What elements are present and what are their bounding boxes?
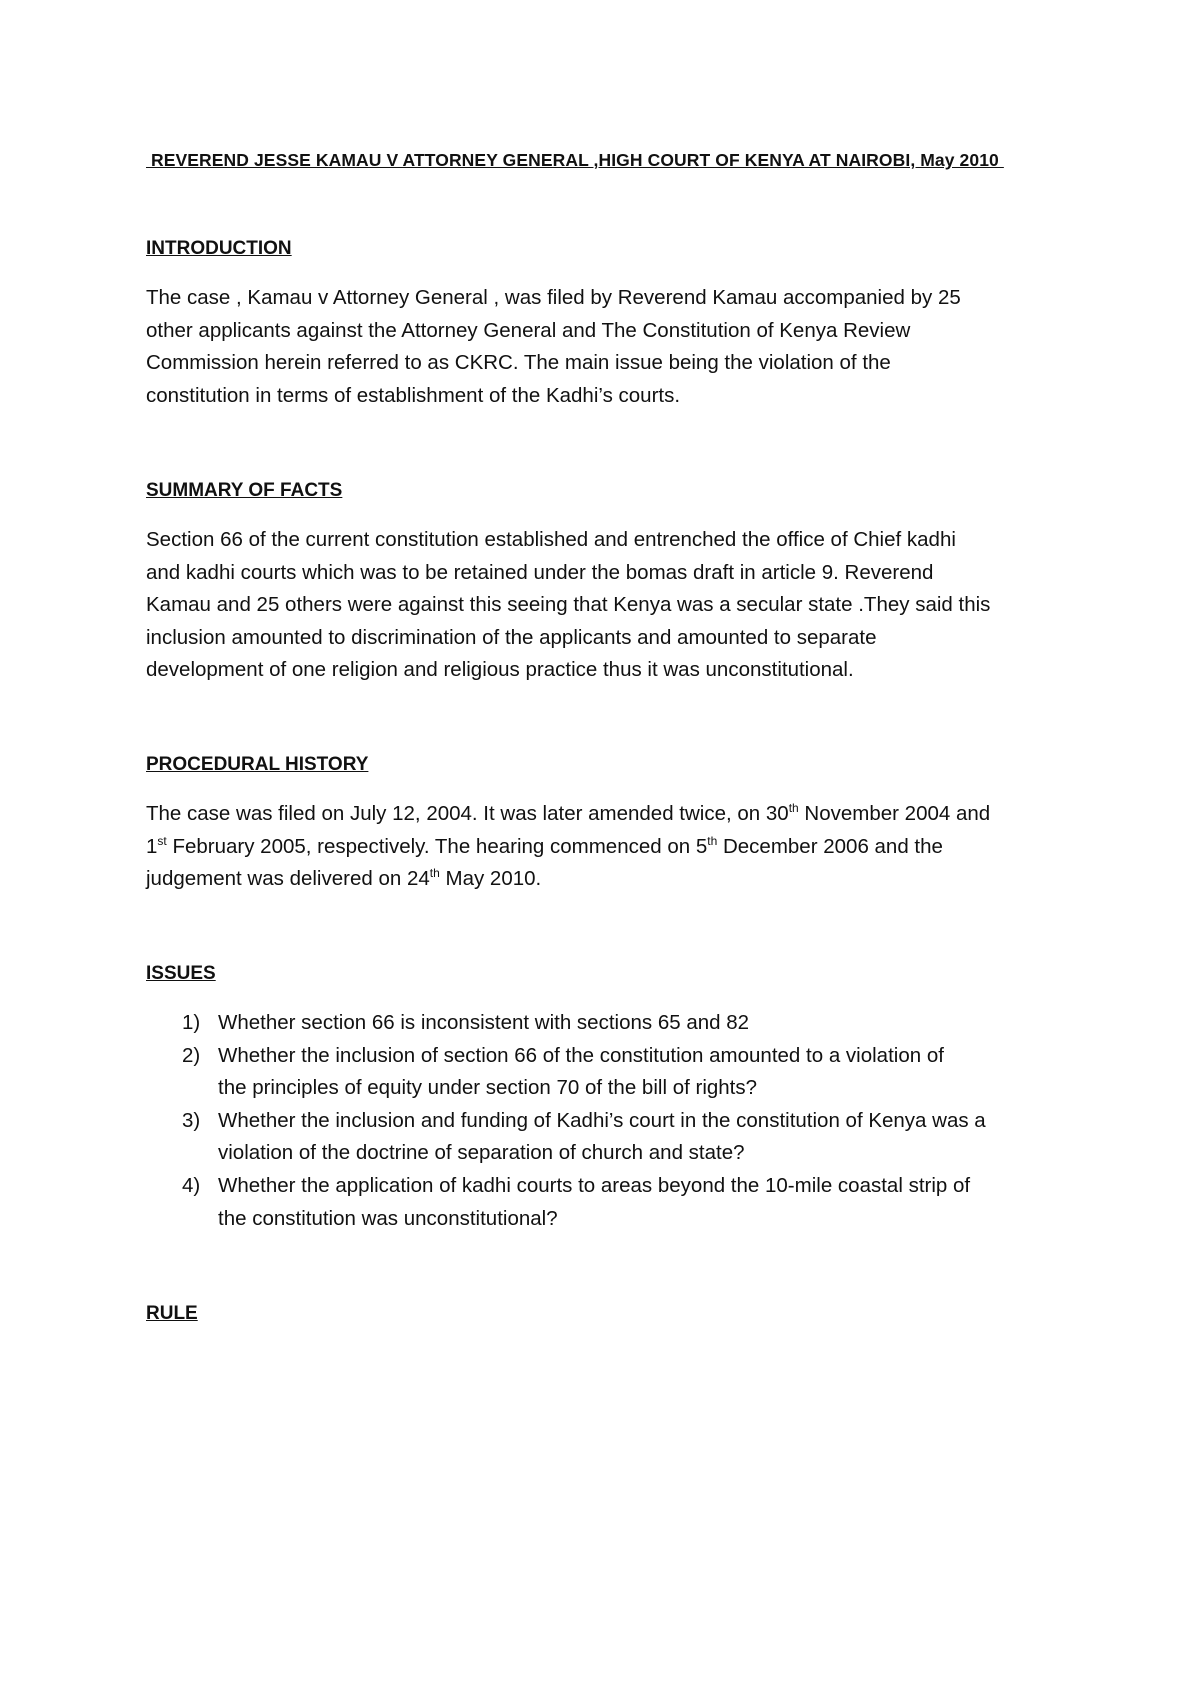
summary-line: Section 66 of the current constitution established and entrenched the office of Chief kadhi [146, 528, 956, 551]
issue-text: Whether section 66 is inconsistent with sections 65 and 82 [218, 1011, 750, 1034]
summary-line: and kadhi courts which was to be retained under the bomas draft in article 9. Reverend [146, 560, 934, 584]
issue-text: the principles of equity under section 70 of the bill of rights? [218, 1076, 758, 1100]
ordinal-suffix: th [707, 833, 718, 848]
issue-text: Whether the inclusion and funding of Kadhi’s court in the constitution of Kenya was a [218, 1108, 986, 1132]
issue-item [146, 1105, 1086, 1170]
procedural-text: December 2006 and the [717, 834, 943, 858]
issues-heading: ISSUES [146, 963, 216, 984]
ordinal-suffix: st [157, 833, 167, 848]
procedural-line [146, 798, 1086, 831]
summary-line: Kamau and 25 others were against this seeing that Kenya was a secular state .They said this [146, 593, 991, 617]
procedural-text: February 2005, respectively. The hearing commenced on 5 [166, 834, 708, 858]
procedural-line [146, 831, 1086, 864]
issue-text: the constitution was unconstitutional? [218, 1206, 558, 1230]
summary-line: development of one religion and religious practice thus it was unconstitutional. [146, 658, 854, 682]
procedural-text: judgement was delivered on 24 [146, 867, 430, 891]
issue-number: 3) [182, 1108, 201, 1132]
issue-item [146, 1040, 1086, 1105]
issue-text: violation of the doctrine of separation of church and state? [218, 1141, 745, 1165]
summary-line: inclusion amounted to discrimination of the applicants and amounted to separate [146, 625, 877, 649]
summary-of-facts-paragraph [146, 524, 1086, 687]
introduction-line: other applicants against the Attorney General and The Constitution of Kenya Review [146, 318, 911, 342]
issue-number: 2) [182, 1043, 201, 1067]
ordinal-suffix: th [788, 801, 799, 816]
introduction-line: Commission herein referred to as CKRC. The main issue being the violation of the [146, 351, 891, 375]
introduction-line: The case , Kamau v Attorney General , was filed by Reverend Kamau accompanied by 25 [146, 286, 961, 309]
procedural-text: The case was filed on July 12, 2004. It was later amended twice, on 30 [146, 802, 789, 825]
introduction-heading: INTRODUCTION [146, 238, 292, 259]
procedural-text: May 2010. [439, 867, 542, 891]
introduction-line: constitution in terms of establishment of the Kadhi’s courts. [146, 383, 681, 407]
introduction-paragraph [146, 282, 1086, 412]
procedural-text: November 2004 and [798, 802, 991, 825]
issue-item [146, 1007, 1086, 1040]
issues-list [146, 1007, 1086, 1235]
issue-number: 1) [182, 1011, 201, 1034]
procedural-line [146, 863, 1086, 896]
issue-text: Whether the application of kadhi courts to areas beyond the 10-mile coastal strip of [218, 1173, 971, 1197]
rule-heading: RULE [146, 1303, 198, 1324]
procedural-history-paragraph [146, 798, 1086, 896]
ordinal-suffix: th [429, 866, 440, 881]
procedural-history-heading: PROCEDURAL HISTORY [146, 754, 369, 775]
issue-item [146, 1170, 1086, 1235]
issue-text: Whether the inclusion of section 66 of the constitution amounted to a violation of [218, 1043, 944, 1067]
case-title: REVEREND JESSE KAMAU V ATTORNEY GENERAL ,HIGH COURT OF KENYA AT NAIROBI, May 2010 [146, 150, 1004, 170]
summary-of-facts-heading: SUMMARY OF FACTS [146, 480, 343, 501]
issue-number: 4) [182, 1173, 201, 1197]
procedural-text: 1 [146, 834, 158, 858]
